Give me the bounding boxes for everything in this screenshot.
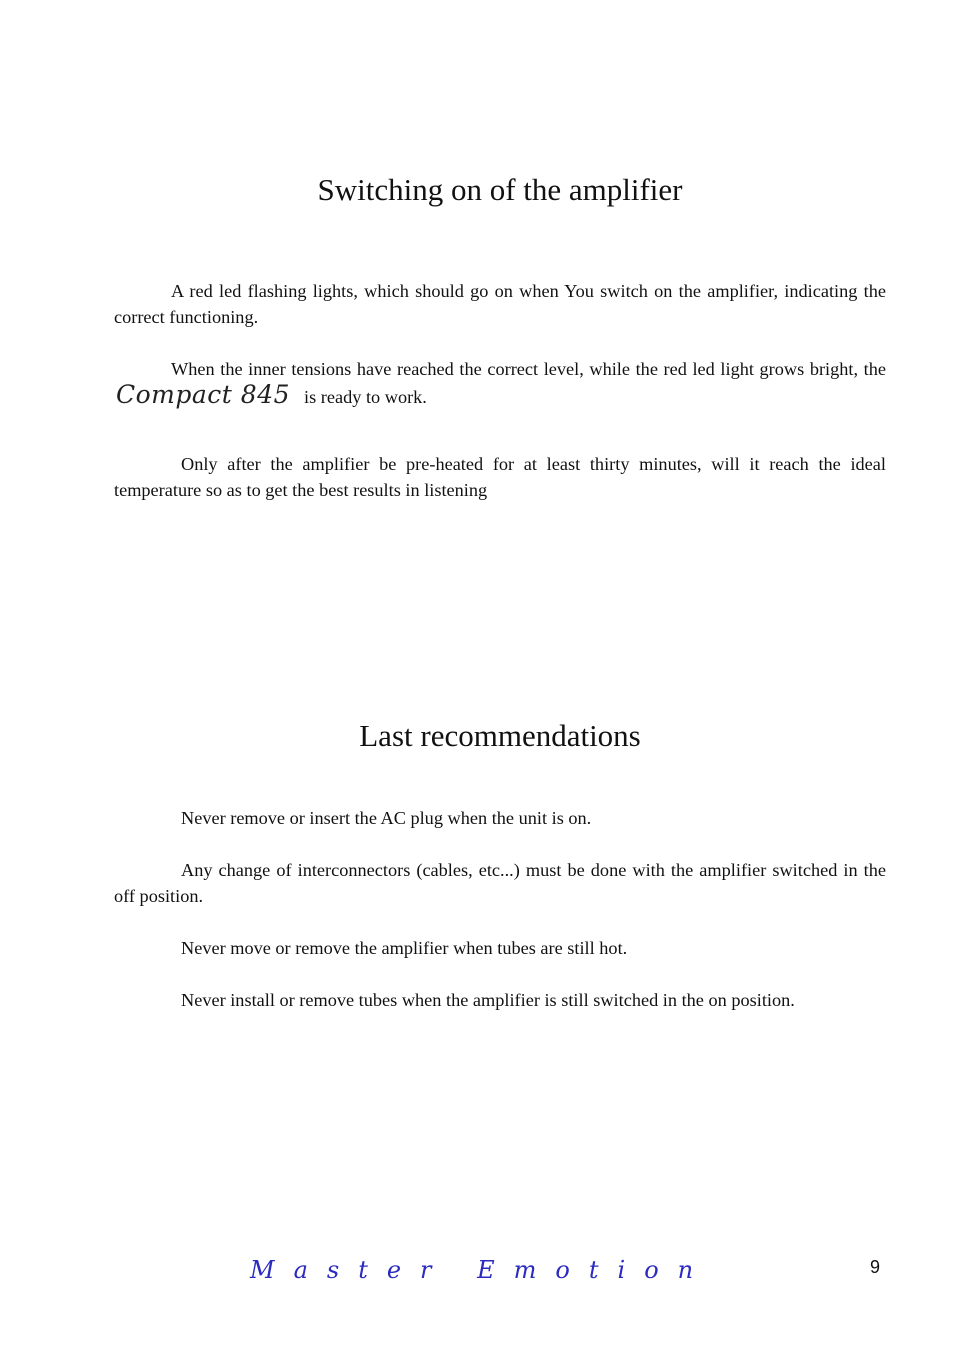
paragraph-preheat-text: Only after the amplifier be pre-heated for at least thirty minutes, will it reach the ideal temperature so as to get the best results in listening <box>114 454 886 500</box>
recommendation-item <box>114 857 886 909</box>
recommendation-text-tubes-hot: Never move or remove the amplifier when tubes are still hot. <box>181 938 628 958</box>
recommendation-text-interconnectors: Any change of interconnectors (cables, etc...) must be done with the amplifier switched in the off position. <box>114 860 886 906</box>
section-title-switching-on: Switching on of the amplifier <box>317 172 683 207</box>
product-name: Compact 845 <box>116 380 291 409</box>
paragraph-ready-text-after: is ready to work. <box>304 387 427 407</box>
recommendation-item <box>114 935 886 961</box>
paragraph-led-indicator-text: A red led flashing lights, which should go on when You switch on the amplifier, indicating the correct functioning. <box>114 281 886 327</box>
section-title-last-recommendations: Last recommendations <box>359 718 641 753</box>
footer-brand-logo: Master Emotion <box>250 1256 713 1284</box>
recommendation-item <box>114 805 886 831</box>
paragraph-ready-text-before: When the inner tensions have reached the correct level, while the red led light grows bright, the <box>171 359 886 379</box>
recommendation-text-ac-plug: Never remove or insert the AC plug when the unit is on. <box>181 808 592 828</box>
paragraph-ready-to-work <box>114 356 886 410</box>
page-number: 9 <box>870 1257 881 1277</box>
recommendation-text-install-tubes: Never install or remove tubes when the amplifier is still switched in the on position. <box>181 990 795 1010</box>
paragraph-preheat <box>114 451 886 503</box>
recommendation-item <box>114 987 886 1013</box>
paragraph-led-indicator <box>114 278 886 330</box>
